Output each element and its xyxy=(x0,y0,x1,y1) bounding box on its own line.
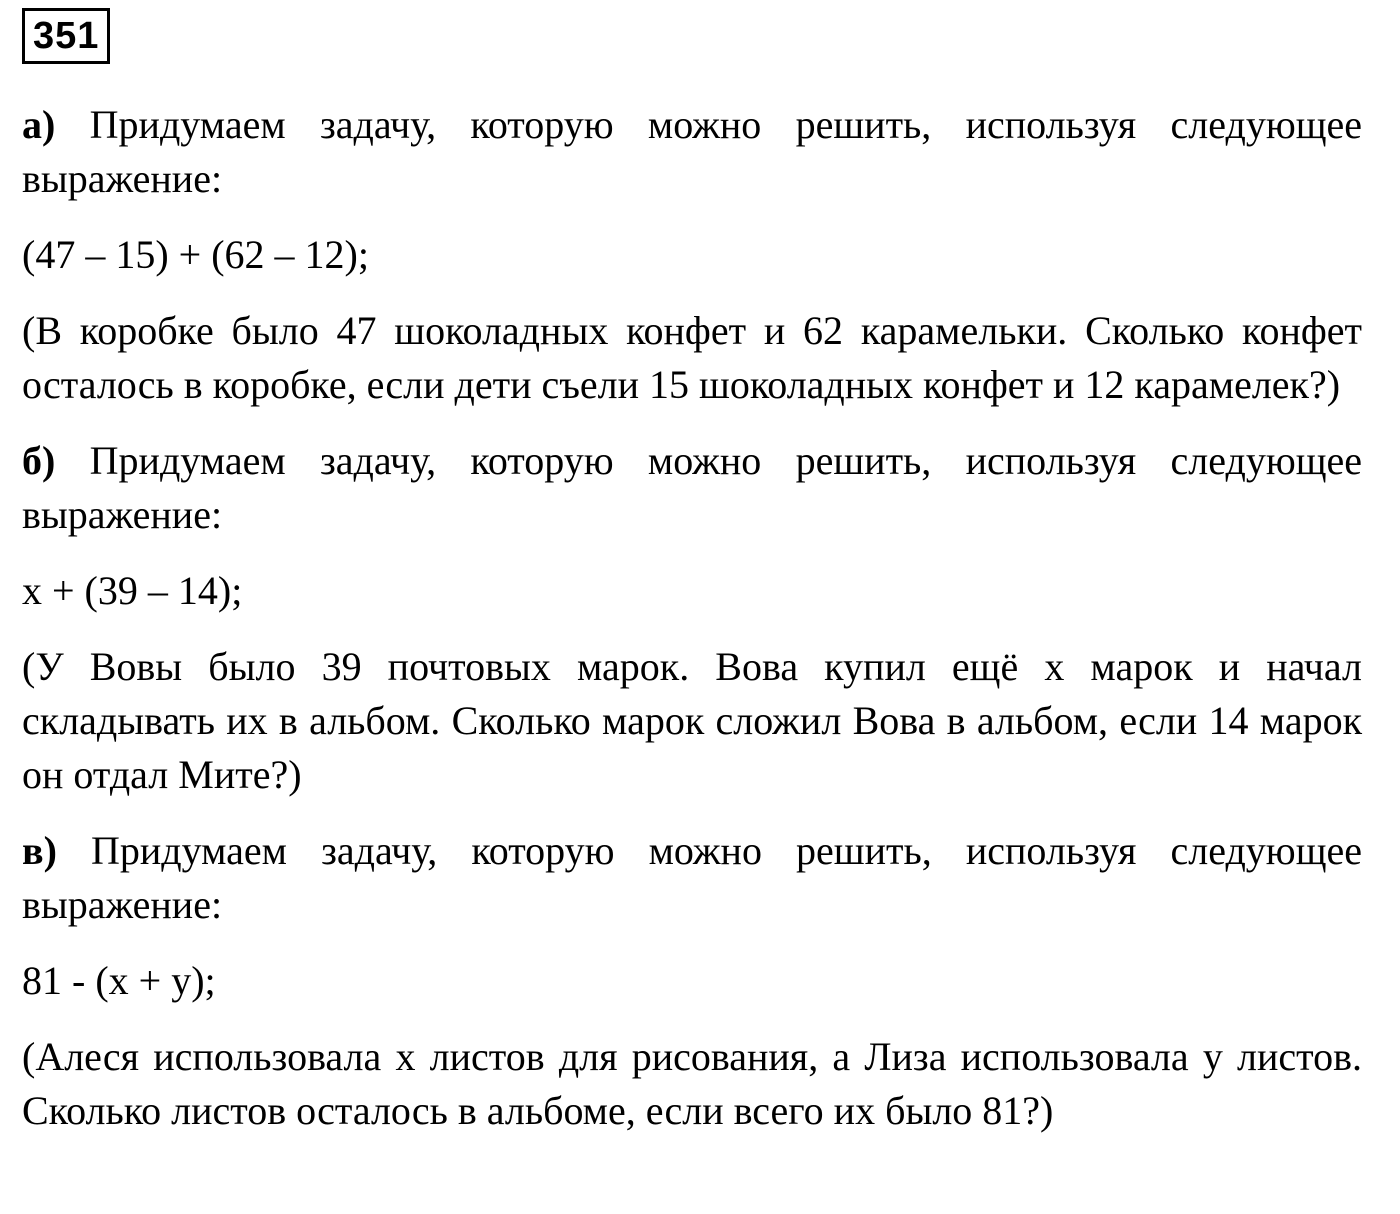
part-b-label: б) xyxy=(22,438,56,483)
solution-page xyxy=(22,8,1362,1160)
part-c-expression: 81 - (x + y); xyxy=(22,958,216,1003)
part-a-prompt-text: Придумаем задачу, которую можно решить, используя следующее выражение: xyxy=(22,102,1363,201)
part-a-expression: (47 – 15) + (62 – 12); xyxy=(22,232,369,277)
part-b-story: (У Вовы было 39 почтовых марок. Вова купил ещё x марок и начал складывать их в альбом. Сколько марок сложил Вова в альбом, если 14 марок он отдал Мите?) xyxy=(22,644,1362,797)
part-a-story: (В коробке было 47 шоколадных конфет и 62 карамельки. Сколько конфет осталось в коробке, если дети съели 15 шоколадных конфет и 12 карамелек?) xyxy=(22,308,1362,407)
part-b-prompt-text: Придумаем задачу, которую можно решить, используя следующее выражение: xyxy=(22,438,1363,537)
part-c-label: в) xyxy=(22,828,57,873)
part-a-label: а) xyxy=(22,102,56,147)
part-a-prompt xyxy=(22,98,1362,206)
part-c-prompt-text: Придумаем задачу, которую можно решить, используя следующее выражение: xyxy=(22,828,1363,927)
part-b-prompt xyxy=(22,434,1362,542)
task-number-box: 351 xyxy=(22,8,110,64)
part-c-prompt xyxy=(22,824,1362,932)
part-b-expression: x + (39 – 14); xyxy=(22,568,243,613)
part-c-story: (Алеся использовала x листов для рисования, а Лиза использовала y листов. Сколько листов осталось в альбоме, если всего их было 81?) xyxy=(22,1034,1362,1133)
